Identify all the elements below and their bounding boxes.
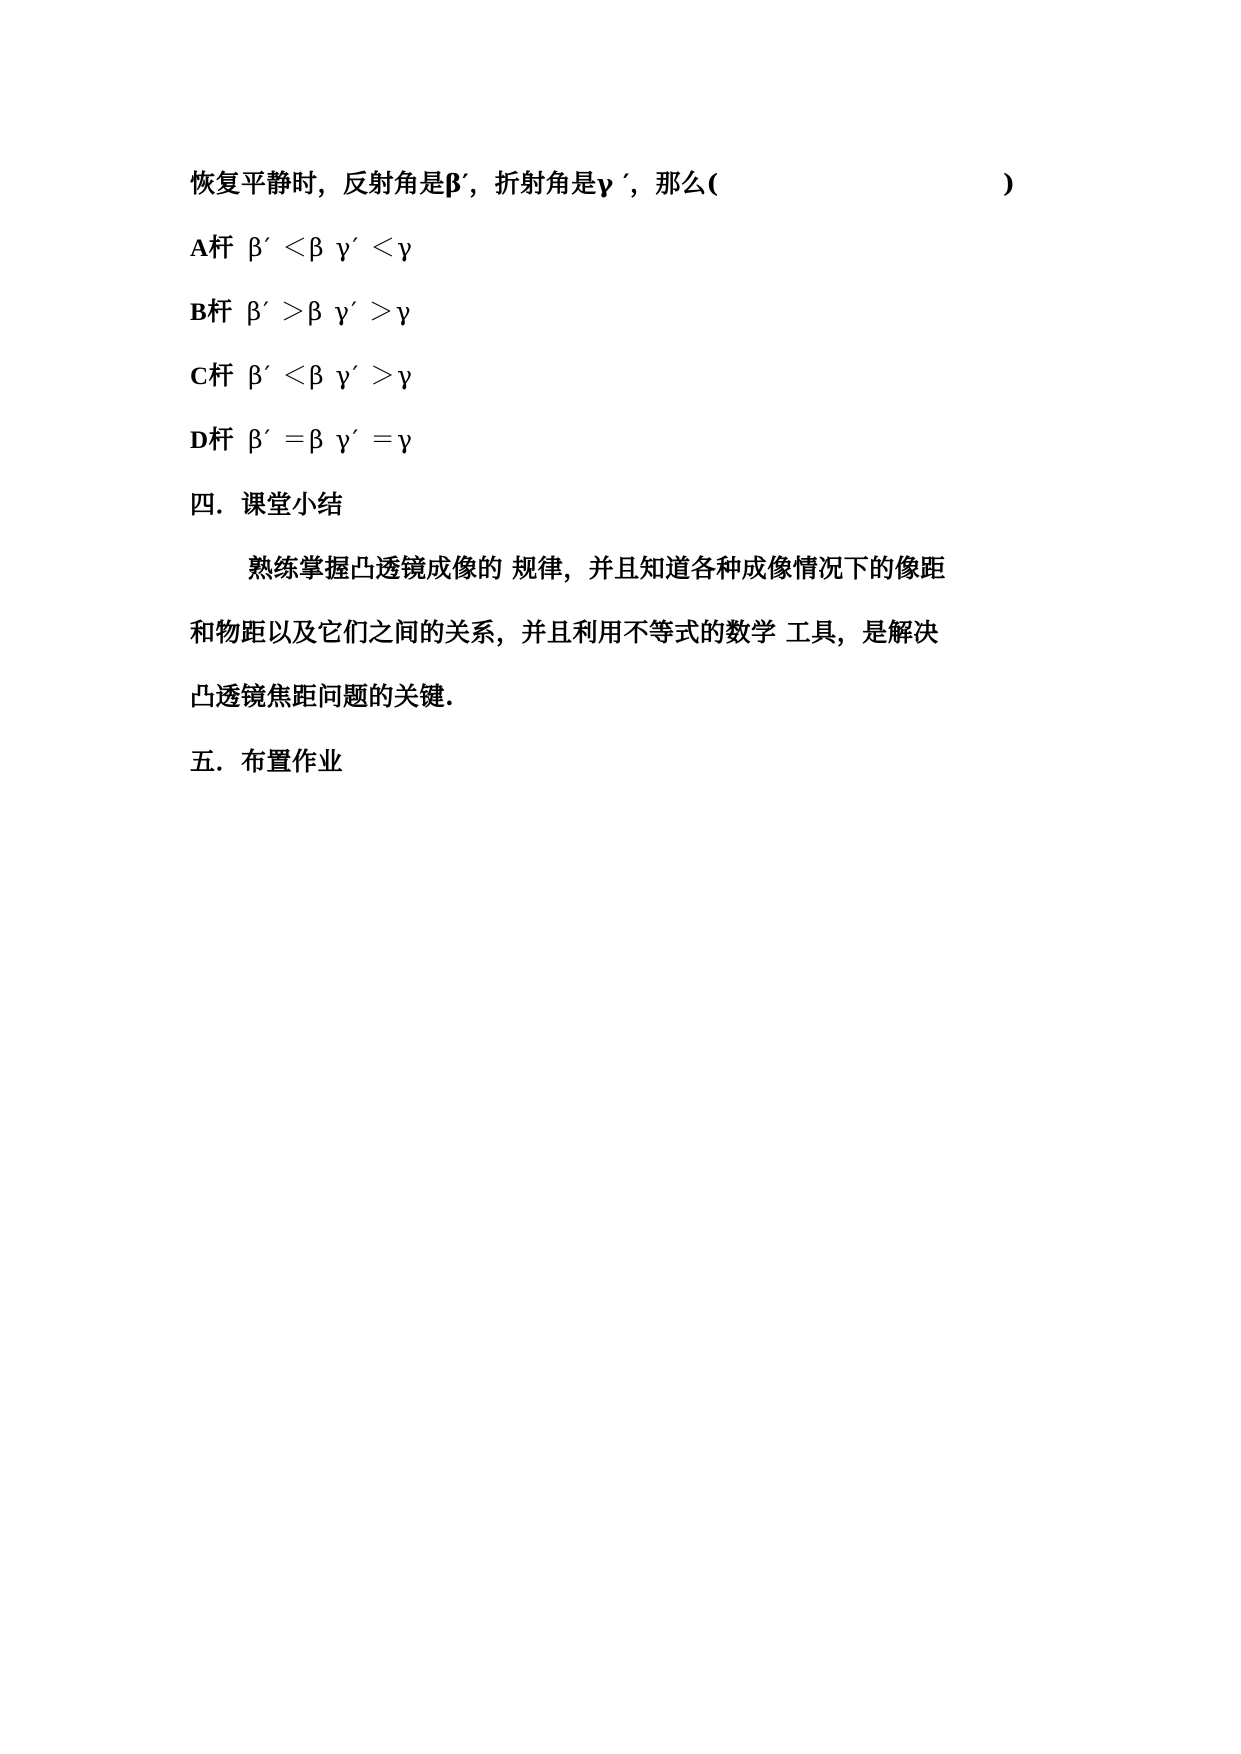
section-4-paragraph-line-3: 凸透镜焦距问题的关键.	[190, 682, 455, 711]
section-5-heading: 五．布置作业	[190, 747, 344, 776]
option-b-suffix: 杆	[207, 297, 233, 326]
option-c-letter: C	[190, 363, 209, 390]
option-a	[190, 228, 414, 269]
option-b	[190, 292, 413, 333]
option-b-letter: B	[190, 299, 208, 326]
section-4-paragraph-line-2: 和物距以及它们之间的关系，并且利用不等式的数学 工具，是解决	[190, 618, 939, 647]
option-c	[190, 356, 414, 397]
section-4-paragraph-line-1: 熟练掌握凸透镜成像的 规律，并且知道各种成像情况下的像距	[248, 554, 946, 583]
option-a-expression: β′ ＜β γ′ ＜γ	[248, 233, 415, 262]
option-d	[190, 420, 414, 461]
question-stem: 恢复平静时，反射角是β′，折射角是γ ′，那么(	[190, 169, 719, 198]
answer-blank-close-paren: )	[1003, 169, 1015, 198]
option-d-letter: D	[190, 427, 209, 454]
option-a-suffix: 杆	[208, 233, 235, 262]
option-d-suffix: 杆	[208, 425, 235, 454]
option-a-letter: A	[190, 235, 209, 262]
option-d-expression: β′ ＝β γ′ ＝γ	[248, 425, 415, 454]
section-4-heading: 四．课堂小结	[190, 490, 344, 519]
option-c-expression: β′ ＜β γ′ ＞γ	[248, 361, 415, 390]
option-c-suffix: 杆	[208, 361, 235, 390]
option-b-expression: β′ ＞β γ′ ＞γ	[246, 297, 413, 326]
